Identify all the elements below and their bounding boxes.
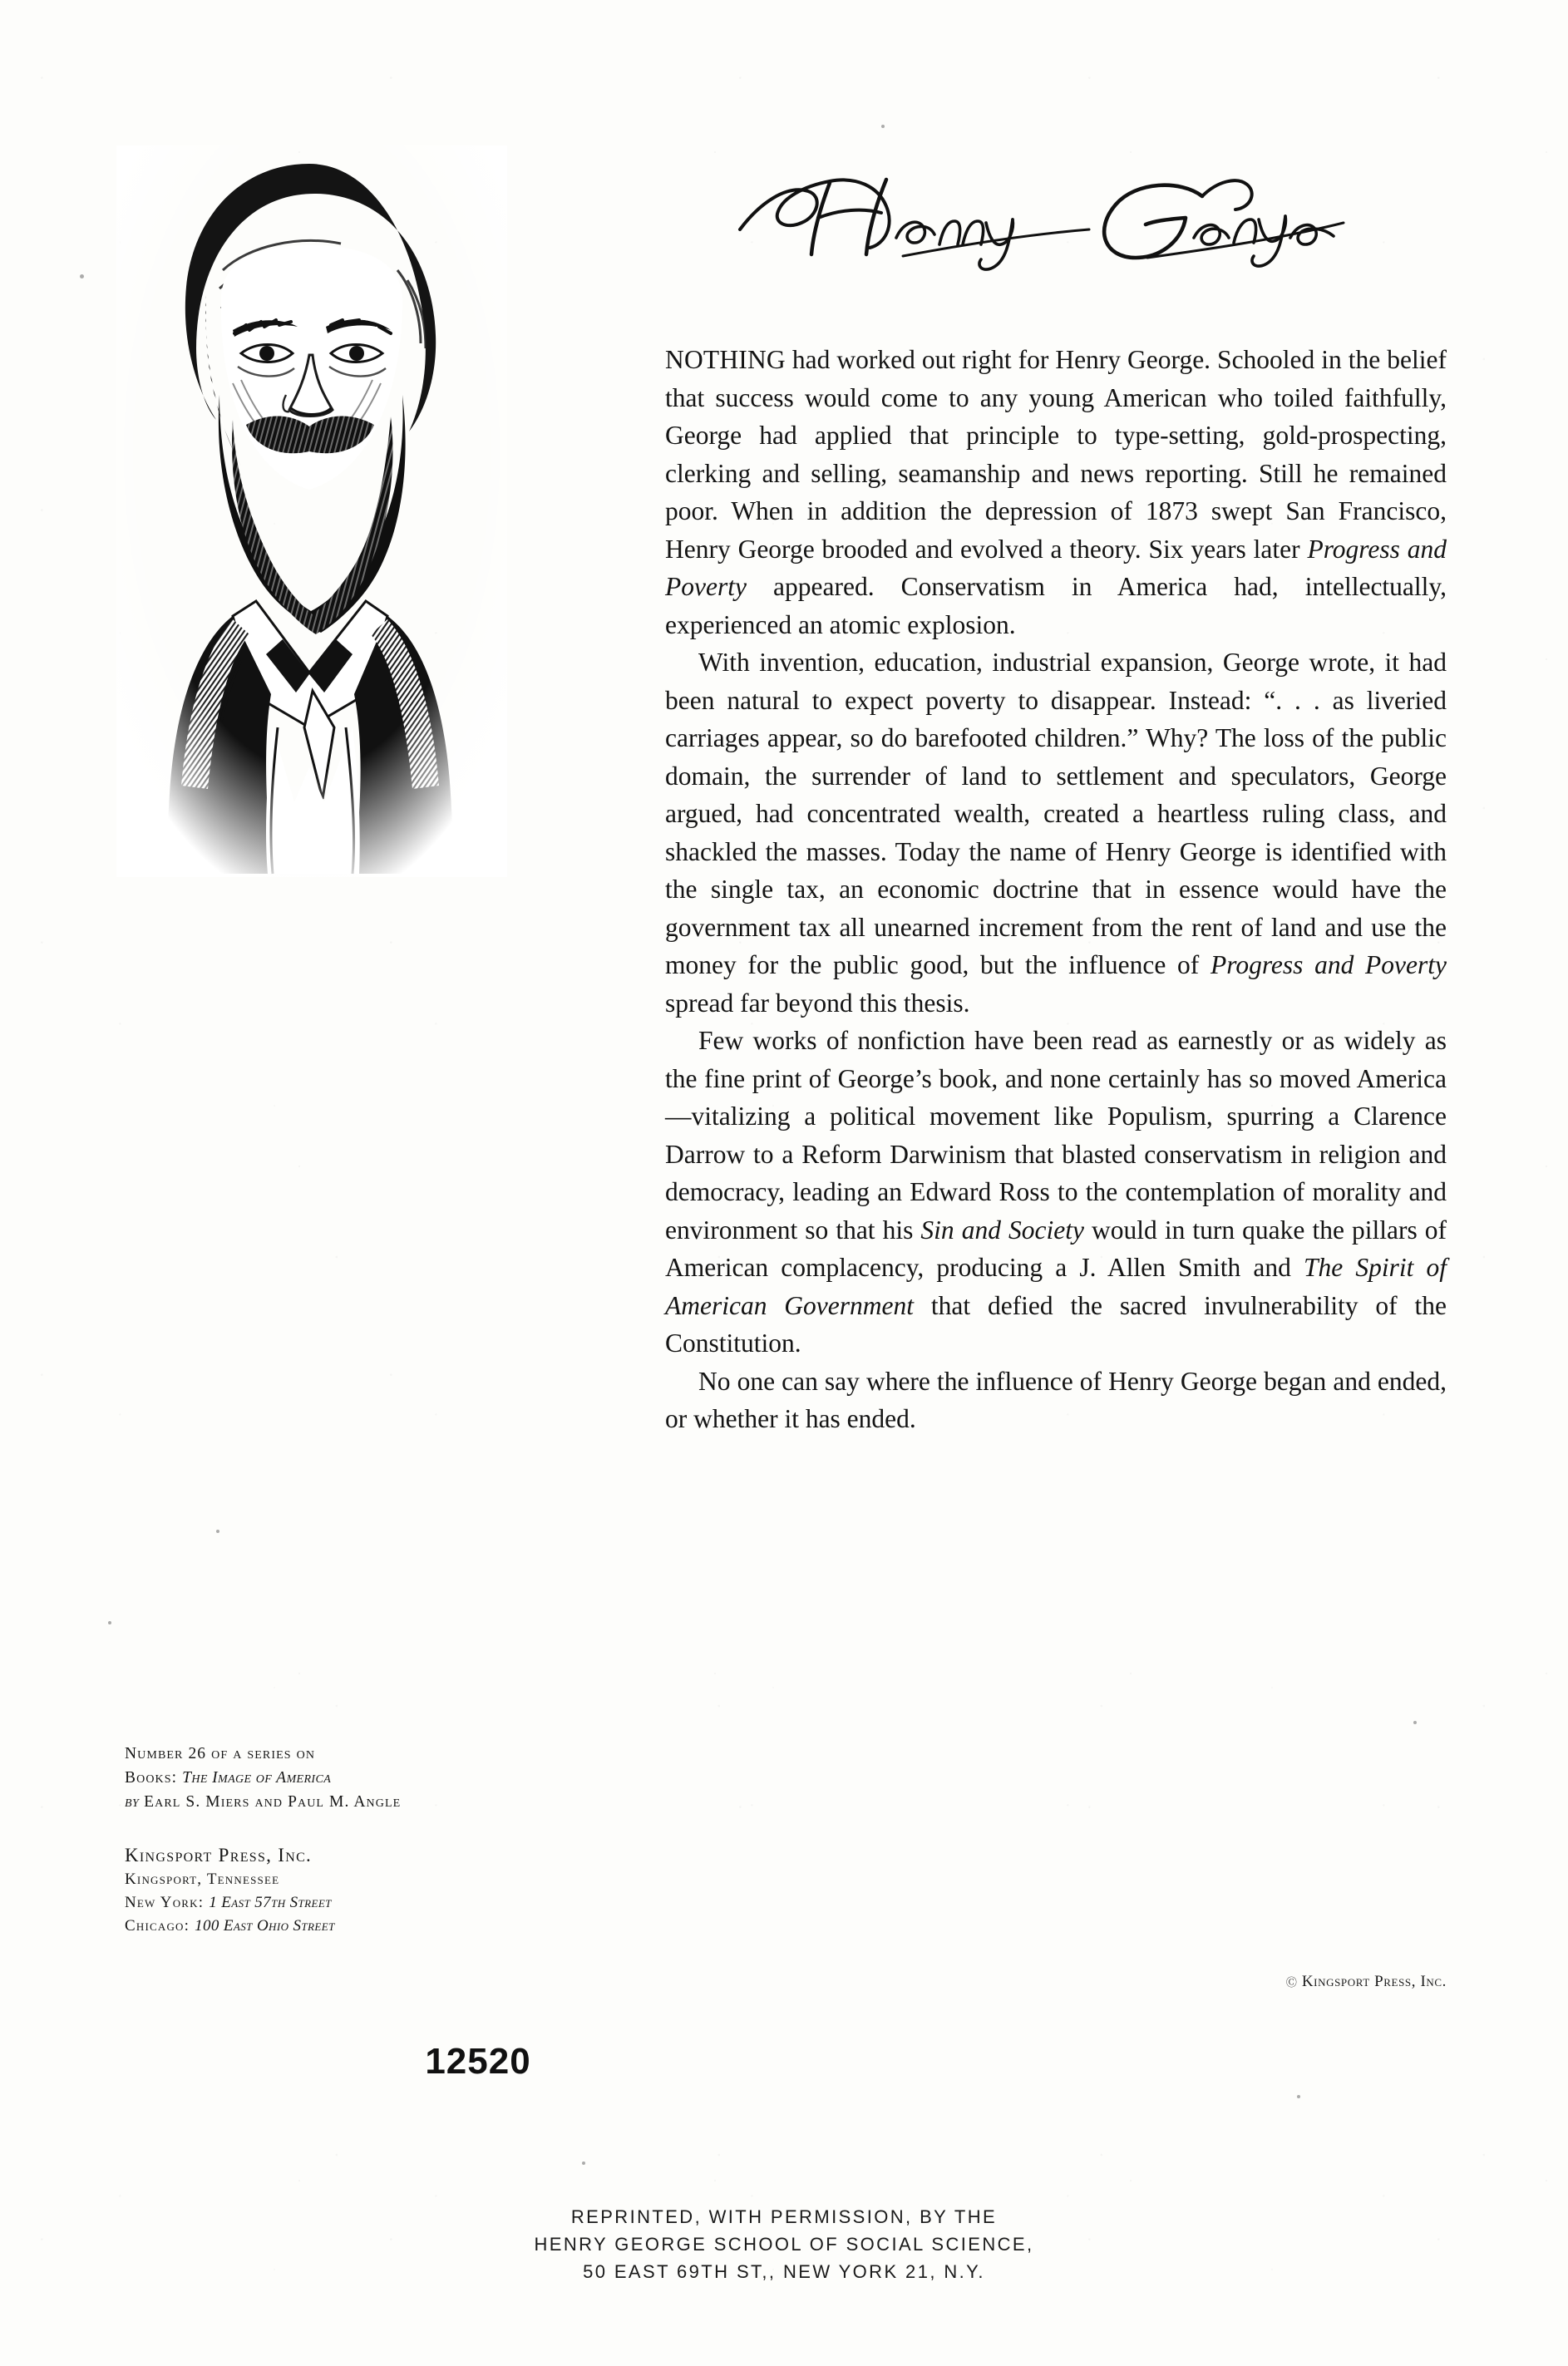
colophon-series: [125, 1742, 557, 1814]
colophon: [125, 1742, 557, 1938]
article-paragraph-4: No one can say where the influence of Henry George began and ended, or whether it has ended.: [665, 1366, 1447, 1433]
article-lead-word: NOTHING: [665, 345, 786, 374]
paper-speck: [80, 274, 84, 278]
signature-henry-george: [732, 158, 1363, 274]
paper-speck: [582, 2161, 585, 2165]
paper-speck: [1297, 2095, 1300, 2098]
colophon-press-name: Kingsport Press, Inc.: [125, 1845, 313, 1866]
paper-speck: [1413, 1721, 1417, 1724]
colophon-books-label: Books:: [125, 1769, 178, 1787]
catalog-number: 12520: [425, 2041, 531, 2082]
colophon-office-newyork: [125, 1891, 557, 1915]
colophon-chicago-label: Chicago:: [125, 1917, 190, 1935]
colophon-press-city: Kingsport, Tennessee: [125, 1871, 280, 1888]
reprint-permission-stamp: [0, 2203, 1568, 2285]
paper-speck: [881, 125, 885, 128]
book-title-progress-and-poverty: Progress and Poverty: [665, 534, 1447, 601]
book-title-spirit-of-american-government: The Spirit of American Government: [665, 1253, 1447, 1320]
colophon-authors: Earl S. Miers and Paul M. Angle: [144, 1793, 402, 1811]
colophon-chicago-address: 100 East Ohio Street: [195, 1917, 335, 1935]
footer-line-3: 50 EAST 69TH ST,, NEW YORK 21, N.Y.: [583, 2261, 985, 2282]
colophon-series-title: The Image of America: [182, 1769, 332, 1787]
footer-line-1: REPRINTED, WITH PERMISSION, BY THE: [570, 2206, 998, 2227]
colophon-series-line-1: Number 26 of a series on: [125, 1745, 316, 1762]
colophon-address: [125, 1868, 557, 1938]
colophon-by-label: by: [125, 1793, 140, 1811]
article-paragraph-1: NOTHING had worked out right for Henry George. Schooled in the belief that success would come to any young American who toiled faithfully, George had applied that principle to type-setting, gold-prospecting, clerking and selling, seamanship and news reporting. Still he remained poor. When in addition the depression of 1873 swept San Francisco, Henry George brooded and evolved a theory. Six years later Progress and Poverty appeared. Conservatism in America had, intellectually, experienced an atomic explosion.: [665, 345, 1447, 639]
colophon-newyork-label: New York:: [125, 1894, 205, 1911]
colophon-series-line-2: [125, 1766, 557, 1790]
paper-speck: [216, 1530, 219, 1533]
portrait-illustration: [116, 145, 507, 877]
colophon-office-chicago: [125, 1915, 557, 1938]
copyright-notice: ⓒ Kingsport Press, Inc.: [1285, 1973, 1447, 1990]
book-title-sin-and-society: Sin and Society: [920, 1215, 1084, 1245]
colophon-newyork-address: 1 East 57th Street: [209, 1894, 332, 1911]
article-paragraph-3: Few works of nonfiction have been read as earnestly or as widely as the fine print of George’s book, and none certainly has so moved America—vitalizing a political movement like Populism, spurring a Clarence Darrow to a Reform Darwinism that blasted conservatism in religion and democracy, leading an Edward Ross to the contemplation of morality and environment so that his Sin and Society would in turn quake the pillars of American complacency, producing a J. Allen Smith and The Spirit of American Government that defied the sacred invulnerability of the Constitution.: [665, 1026, 1447, 1358]
footer-line-2: HENRY GEORGE SCHOOL OF SOCIAL SCIENCE,: [534, 2234, 1034, 2255]
colophon-series-line-3: [125, 1790, 557, 1814]
paper-speck: [108, 1621, 111, 1624]
article-body: [665, 341, 1447, 1438]
book-title-progress-and-poverty-2: Progress and Poverty: [1210, 950, 1447, 979]
article-paragraph-2: With invention, education, industrial expansion, George wrote, it had been natural to expect poverty to disappear. Instead: “. . . as liveried carriages appear, so do barefooted children.” Why? The loss of the public domain, the surrender of land to settlement and speculators, George argued, had concentrated wealth, created a heartless ruling class, and shackled the masses. Today the name of Henry George is identified with the single tax, an economic doctrine that in essence would have the government tax all unearned increment from the rent of land and use the money for the public good, but the influence of Progress and Poverty spread far beyond this thesis.: [665, 648, 1447, 1018]
